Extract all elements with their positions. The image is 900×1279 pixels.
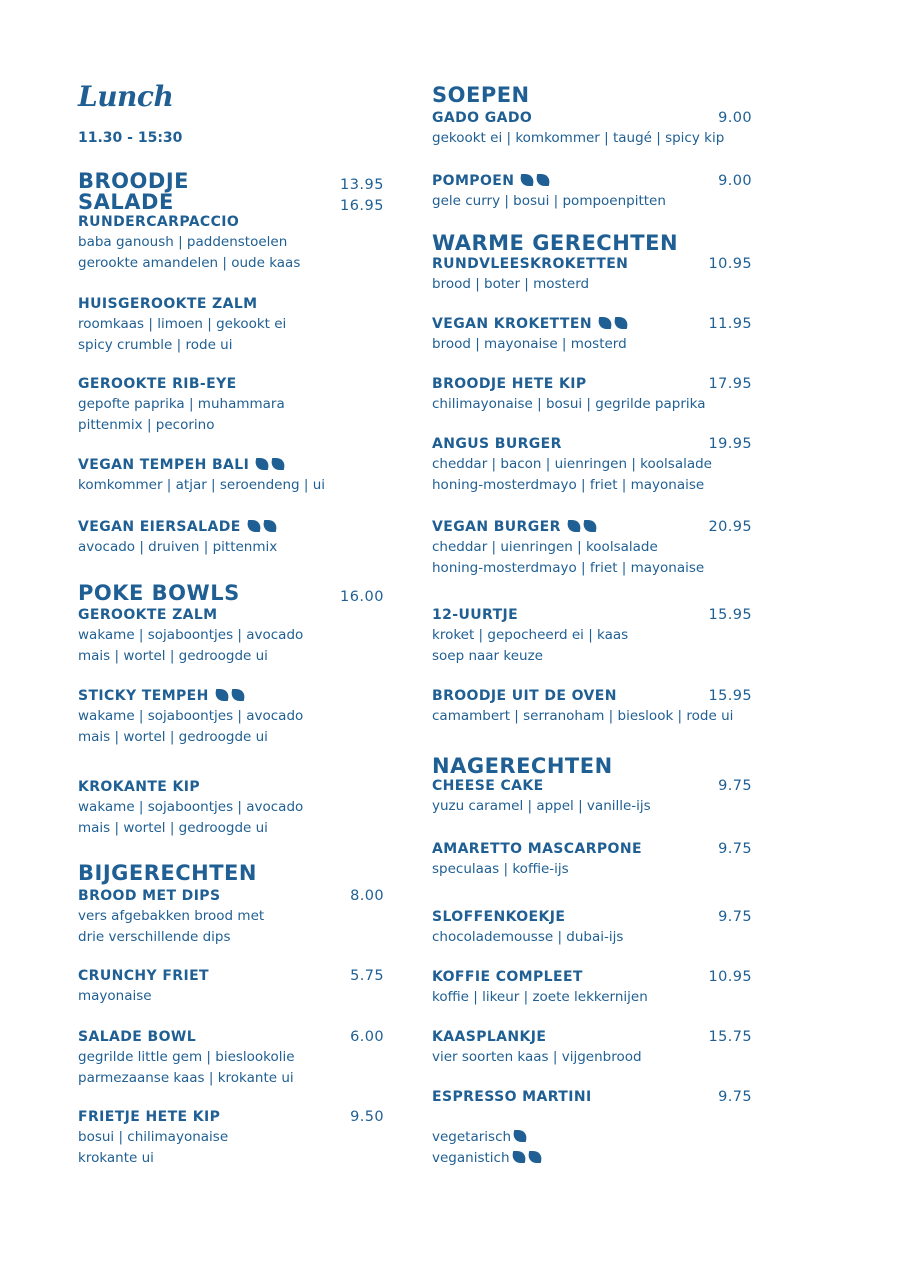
- menu-item: [432, 1087, 752, 1107]
- menu-item-description: parmezaanse kaas | krokante ui: [78, 1070, 294, 1086]
- leaf-icon: [512, 1130, 529, 1142]
- menu-item-description: speculaas | koffie-ijs: [432, 861, 569, 877]
- menu-item-price: 9.75: [718, 841, 752, 857]
- leaf-icon: [566, 520, 583, 532]
- menu-item-description: honing-mosterdmayo | friet | mayonaise: [432, 477, 705, 493]
- menu-item-header: [78, 455, 384, 475]
- menu-item-description: mais | wortel | gedroogde ui: [78, 729, 268, 745]
- menu-item: [78, 374, 384, 436]
- vegan-leaves-icon: [512, 1148, 542, 1169]
- menu-item: [78, 886, 384, 948]
- menu-item-header: [432, 254, 752, 274]
- menu-item-header: [78, 212, 384, 232]
- menu-item-price: 17.95: [708, 376, 752, 392]
- menu-item-description: pittenmix | pecorino: [78, 417, 215, 433]
- vegan-leaves-icon: [520, 171, 550, 191]
- menu-item: [432, 605, 752, 667]
- menu-item-description: chocolademousse | dubai-ijs: [432, 929, 624, 945]
- menu-item-header: [432, 108, 752, 128]
- menu-item-header: [432, 839, 752, 859]
- menu-item-description: soep naar keuze: [432, 648, 543, 664]
- menu-item: [78, 966, 384, 1007]
- menu-item-name: KAASPLANKJE: [432, 1029, 547, 1045]
- menu-item-header: [432, 1087, 752, 1107]
- menu-item-description: mais | wortel | gedroogde ui: [78, 648, 268, 664]
- menu-item-header: [432, 374, 752, 394]
- section-price: 16.95: [339, 198, 384, 214]
- menu-item: [78, 294, 384, 356]
- menu-item-header: [432, 686, 752, 706]
- menu-item-description: gele curry | bosui | pompoenpitten: [432, 193, 666, 209]
- menu-item-description: honing-mosterdmayo | friet | mayonaise: [432, 560, 705, 576]
- menu-item-price: 15.75: [708, 1029, 752, 1045]
- menu-item-name: HUISGEROOKTE ZALM: [78, 296, 258, 312]
- menu-item-description: vers afgebakken brood met: [78, 908, 265, 924]
- menu-item-name: POMPOEN: [432, 173, 515, 189]
- menu-item-price: 8.00: [350, 888, 384, 904]
- menu-item-price: 10.95: [708, 256, 752, 272]
- menu-item-name: BROOD MET DIPS: [78, 888, 221, 904]
- section-title-text: NAGERECHTEN: [432, 754, 613, 778]
- menu-item-name: RUNDERCARPACCIO: [78, 214, 240, 230]
- section-price: 13.95: [339, 177, 384, 193]
- menu-item: [432, 314, 752, 355]
- menu-item-description: brood | mayonaise | mosterd: [432, 336, 627, 352]
- section-title-text: SOEPEN: [432, 83, 530, 107]
- menu-item-header: [78, 374, 384, 394]
- menu-item-header: [78, 1027, 384, 1047]
- vegetarian-leaf-icon: [513, 1127, 527, 1148]
- menu-item: [78, 605, 384, 667]
- menu-item-price: 5.75: [350, 968, 384, 984]
- menu-title: Lunch: [78, 80, 174, 113]
- menu-item: [432, 171, 752, 212]
- menu-item-price: 15.95: [708, 607, 752, 623]
- menu-item-description: gepofte paprika | muhammara: [78, 396, 285, 412]
- menu-item-header: [78, 966, 384, 986]
- menu-item-name: AMARETTO MASCARPONE: [432, 841, 642, 857]
- menu-item-description: komkommer | atjar | seroendeng | ui: [78, 477, 326, 493]
- menu-item-description: bosui | chilimayonaise: [78, 1129, 229, 1145]
- menu-item-description: krokante ui: [78, 1150, 154, 1166]
- menu-item-description: gegrilde little gem | bieslookolie: [78, 1049, 295, 1065]
- section-title-text: POKE BOWLS: [78, 581, 240, 605]
- menu-item: [432, 374, 752, 415]
- menu-item-description: mayonaise: [78, 988, 152, 1004]
- legend-row: [432, 1127, 752, 1148]
- menu-item-header: [432, 517, 752, 537]
- menu-item-price: 15.95: [708, 688, 752, 704]
- menu-item-name: ESPRESSO MARTINI: [432, 1089, 592, 1105]
- menu-item-description: gerookte amandelen | oude kaas: [78, 255, 301, 271]
- legend-label: veganistich: [432, 1150, 510, 1166]
- vegan-leaves-icon: [567, 517, 597, 537]
- menu-item-name: GEROOKTE RIB-EYE: [78, 376, 237, 392]
- menu-item-header: [78, 777, 384, 797]
- menu-item-header: [432, 434, 752, 454]
- menu-item-description: wakame | sojaboontjes | avocado: [78, 708, 304, 724]
- leaf-icon: [597, 317, 614, 329]
- menu-item-header: [432, 605, 752, 625]
- menu-item-description: baba ganoush | paddenstoelen: [78, 234, 288, 250]
- menu-item-name: ANGUS BURGER: [432, 436, 562, 452]
- menu-item: [432, 108, 752, 149]
- menu-item: [432, 517, 752, 579]
- menu-item-name: CRUNCHY FRIET: [78, 968, 210, 984]
- menu-item-price: 9.00: [718, 110, 752, 126]
- vegan-leaves-icon: [247, 517, 277, 537]
- menu-item: [432, 254, 752, 295]
- vegan-leaves-icon: [255, 455, 285, 475]
- menu-item-header: [78, 886, 384, 906]
- menu-item-price: 9.00: [718, 173, 752, 189]
- menu-item-name: VEGAN BURGER: [432, 519, 561, 535]
- menu-item-name: 12-UURTJE: [432, 607, 519, 623]
- leaf-icon: [526, 1151, 543, 1163]
- menu-item-header: [78, 1107, 384, 1127]
- menu-item: [78, 517, 384, 558]
- menu-item: [78, 212, 384, 274]
- menu-item: [432, 907, 752, 948]
- menu-item-price: 10.95: [708, 969, 752, 985]
- menu-item-name: VEGAN KROKETTEN: [432, 316, 592, 332]
- leaf-icon: [582, 520, 599, 532]
- menu-item-name: GADO GADO: [432, 110, 533, 126]
- menu-item-header: [78, 294, 384, 314]
- menu-item-price: 9.75: [718, 1089, 752, 1105]
- menu-item-description: koffie | likeur | zoete lekkernijen: [432, 989, 648, 1005]
- menu-item: [78, 455, 384, 496]
- menu-item-description: gekookt ei | komkommer | taugé | spicy kip: [432, 130, 725, 146]
- menu-item-description: vier soorten kaas | vijgenbrood: [432, 1049, 642, 1065]
- menu-item-description: roomkaas | limoen | gekookt ei: [78, 316, 287, 332]
- menu-item-header: [78, 686, 384, 706]
- menu-item-price: 11.95: [708, 316, 752, 332]
- menu-item-price: 9.50: [350, 1109, 384, 1125]
- menu-item-description: avocado | druiven | pittenmix: [78, 539, 278, 555]
- menu-item-description: wakame | sojaboontjes | avocado: [78, 627, 304, 643]
- legend-row: [432, 1148, 752, 1169]
- menu-item-price: 20.95: [708, 519, 752, 535]
- menu-item-header: [432, 907, 752, 927]
- menu-item-name: CHEESE CAKE: [432, 778, 544, 794]
- menu-item: [432, 967, 752, 1008]
- diet-legend: [432, 1127, 752, 1169]
- leaf-icon: [510, 1151, 527, 1163]
- leaf-icon: [519, 174, 536, 186]
- menu-item: [432, 686, 752, 727]
- menu-item-header: [432, 776, 752, 796]
- menu-item-description: kroket | gepocheerd ei | kaas: [432, 627, 629, 643]
- menu-item-price: 9.75: [718, 909, 752, 925]
- menu-item-name: STICKY TEMPEH: [78, 688, 209, 704]
- menu-item-header: [432, 967, 752, 987]
- menu-item-description: chilimayonaise | bosui | gegrilde paprika: [432, 396, 706, 412]
- menu-item: [432, 839, 752, 880]
- menu-item-description: brood | boter | mosterd: [432, 276, 590, 292]
- section-title-text: SALADE: [78, 190, 174, 214]
- section-title-text: BROODJE: [78, 169, 189, 193]
- sec-broodje-salade-title: [78, 170, 384, 192]
- menu-item-name: SALADE BOWL: [78, 1029, 197, 1045]
- menu-item-name: BROODJE UIT DE OVEN: [432, 688, 617, 704]
- menu-item-name: GEROOKTE ZALM: [78, 607, 218, 623]
- menu-item-header: [432, 171, 752, 191]
- leaf-icon: [229, 689, 246, 701]
- menu-item: [78, 777, 384, 839]
- menu-item-name: FRIETJE HETE KIP: [78, 1109, 221, 1125]
- menu-item-price: 19.95: [708, 436, 752, 452]
- section-title-text: WARME GERECHTEN: [432, 231, 679, 255]
- menu-item-description: spicy crumble | rode ui: [78, 337, 233, 353]
- menu-item-name: VEGAN EIERSALADE: [78, 519, 241, 535]
- opening-hours: 11.30 - 15:30: [78, 130, 183, 146]
- menu-item-header: [78, 517, 384, 537]
- menu-item-name: SLOFFENKOEKJE: [432, 909, 566, 925]
- sec-warme-gerechten-title: [432, 232, 752, 254]
- menu-item-description: drie verschillende dips: [78, 929, 231, 945]
- legend-label: vegetarisch: [432, 1129, 512, 1145]
- leaf-icon: [261, 520, 278, 532]
- section-title-text: BIJGERECHTEN: [78, 861, 257, 885]
- vegan-leaves-icon: [215, 686, 245, 706]
- leaf-icon: [270, 458, 287, 470]
- sec-poke-bowls-title: [78, 582, 384, 604]
- menu-item: [432, 776, 752, 817]
- vegan-leaves-icon: [598, 314, 628, 334]
- menu-item: [78, 1107, 384, 1169]
- leaf-icon: [245, 520, 262, 532]
- menu-item-description: camambert | serranoham | bieslook | rode ui: [432, 708, 734, 724]
- menu-item-name: RUNDVLEESKROKETTEN: [432, 256, 629, 272]
- menu-item-name: KROKANTE KIP: [78, 779, 201, 795]
- menu-item-description: yuzu caramel | appel | vanille-ijs: [432, 798, 651, 814]
- menu-item-header: [432, 1027, 752, 1047]
- leaf-icon: [535, 174, 552, 186]
- menu-item-name: KOFFIE COMPLEET: [432, 969, 583, 985]
- leaf-icon: [254, 458, 271, 470]
- sec-soepen-title: [432, 84, 752, 106]
- leaf-icon: [213, 689, 230, 701]
- menu-item-name: VEGAN TEMPEH BALI: [78, 457, 250, 473]
- sec-bijgerechten-title: [78, 862, 384, 884]
- menu-item-name: BROODJE HETE KIP: [432, 376, 587, 392]
- menu-item: [432, 434, 752, 496]
- menu-item-description: cheddar | bacon | uienringen | koolsalade: [432, 456, 712, 472]
- menu-item: [78, 686, 384, 748]
- section-price: 16.00: [339, 589, 384, 605]
- menu-item: [78, 1027, 384, 1089]
- menu-item-price: 9.75: [718, 778, 752, 794]
- leaf-icon: [613, 317, 630, 329]
- menu-item-description: cheddar | uienringen | koolsalade: [432, 539, 658, 555]
- sec-broodje-salade-title-line2: [78, 191, 384, 213]
- menu-item-description: mais | wortel | gedroogde ui: [78, 820, 268, 836]
- menu-item-header: [78, 605, 384, 625]
- sec-nagerechten-title: [432, 755, 752, 777]
- menu-item-description: wakame | sojaboontjes | avocado: [78, 799, 304, 815]
- menu-item: [432, 1027, 752, 1068]
- menu-item-header: [432, 314, 752, 334]
- menu-item-price: 6.00: [350, 1029, 384, 1045]
